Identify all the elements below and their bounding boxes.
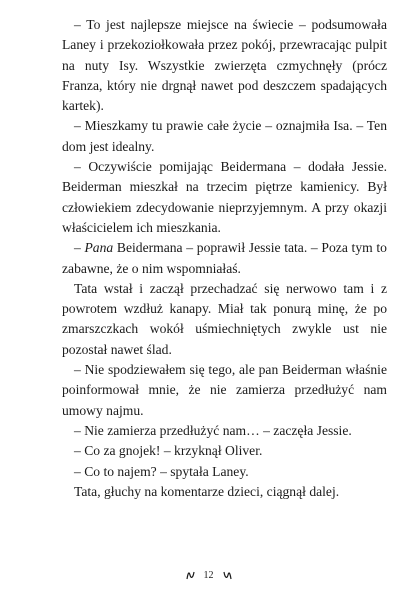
paragraph: – Nie spodziewałem się tego, ale pan Beiderman właśnie poinformował mnie, że nie zamierza przedłużyć nam umowy najmu. — [62, 362, 387, 418]
paragraph: Tata wstał i zaczął przechadzać się nerwowo tam i z powrotem wzdłuż kanapy. Miał tak ponurą minę, że po zmarszczkach wokół uśmiechniętych zwykle ust nie pozostał nawet ślad. — [62, 280, 387, 357]
paragraph: – Pana Beidermana – poprawił Jessie tata. – Poza tym to zabawne, że o nim wspomniałaś. — [62, 240, 387, 276]
paragraph: – Oczywiście pomijając Beidermana – dodała Jessie. Beiderman mieszkał na trzecim piętrze kamienicy. Był człowiekiem zdecydowanie nieprzyjemnym. A przy okazji właścicielem ich mieszkania. — [62, 159, 387, 235]
paragraph: – Mieszkamy tu prawie całe życie – oznajmiła Isa. – Ten dom jest idealny. — [62, 118, 387, 154]
paragraph: – Co za gnojek! – krzyknął Oliver. — [74, 443, 263, 459]
page-footer — [0, 565, 417, 585]
italic-word: Pana — [84, 240, 114, 256]
flourish-left-icon — [186, 569, 196, 581]
paragraph: – Co to najem? – spytała Laney. — [74, 463, 249, 479]
body-text — [62, 15, 387, 502]
page-number: 12 — [203, 569, 214, 581]
paragraph: – To jest najlepsze miejsce na świecie – podsumowała Laney i przekoziołkowała przez pokój, przewracając pulpit na nuty Isy. Wszystkie zwierzęta czmychnęły (prócz Franza, który nie drgnął nawet pod deszczem spadających kartek). — [62, 17, 387, 114]
flourish-right-icon — [222, 569, 232, 581]
paragraph: Tata, głuchy na komentarze dzieci, ciągnął dalej. — [74, 483, 340, 499]
paragraph: – Nie zamierza przedłużyć nam… – zaczęła Jessie. — [74, 422, 352, 438]
